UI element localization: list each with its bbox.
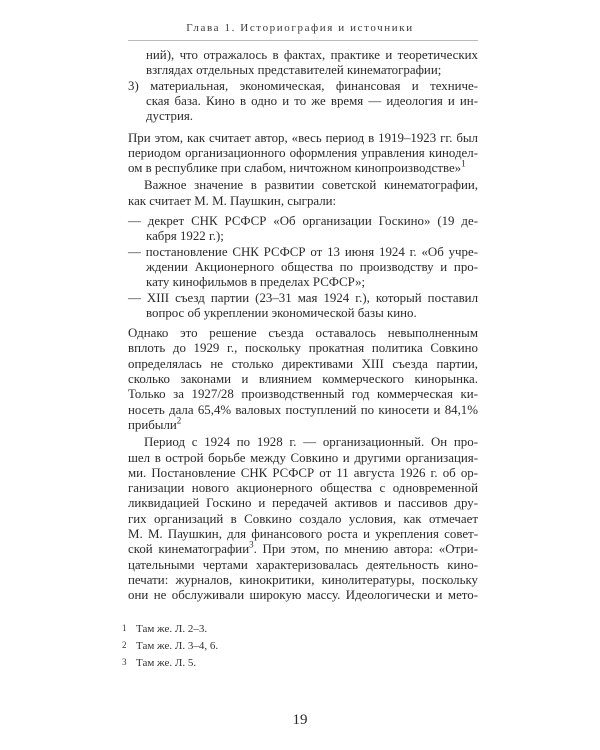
page-number: 19 <box>292 712 308 728</box>
text-line: определялась не столько директивами XIII съезда партии, <box>128 356 478 371</box>
text-line: ми. Постановление СНК РСФСР от 11 августа 1926 г. об ор- <box>128 465 478 480</box>
list-item-continuation: кабря 1922 г.); <box>146 229 224 244</box>
text-line: 3) материальная, экономическая, финансовая и техниче- <box>128 78 478 93</box>
text-line: При этом, как считает автор, «весь период в 1919–1923 гг. был <box>128 130 478 145</box>
running-header: Глава 1. Историография и источники <box>186 22 414 34</box>
text-line: Только за 1927/28 производственный год коммерческая ки- <box>128 387 478 402</box>
footnote-text: Там же. Л. 5. <box>136 656 197 669</box>
text-line: ликвидацией Госкино и передачей активов и пассивов дру- <box>128 496 478 511</box>
text-line: дустрия. <box>146 109 194 124</box>
text-line: носеть дала 65,4% валовых поступлений по киносети и 84,1% <box>128 402 478 417</box>
text-line: Однако это решение съезда оставалось невыполненным <box>128 326 478 341</box>
text-line: ская база. Кино в одно и то же время — идеология и ин- <box>146 93 478 108</box>
footnote <box>122 656 196 670</box>
list-item: — постановление СНК РСФСР от 13 июня 1924 г. «Об учре- <box>128 244 478 259</box>
footnote-number: 2 <box>122 639 127 650</box>
text-line: гих организаций в Совкино создало условия, как отмечает <box>128 511 478 526</box>
text-line: сколько законами и влиянием коммерческого кинорынка. <box>128 372 478 386</box>
list-item-continuation: ждении Акционерного общества по производству и про- <box>146 259 478 274</box>
footnote-number: 1 <box>122 622 127 633</box>
text-line: ганизации нового акционерного общества с одновременной <box>128 481 478 496</box>
footnote-ref: 1 <box>461 158 466 169</box>
text-line: взглядах отдельных представителей кинематографии; <box>146 63 442 78</box>
text-line <box>128 415 478 433</box>
header-rule <box>128 40 478 41</box>
text-line: Период с 1924 по 1928 г. — организационный. Он про- <box>144 435 478 450</box>
footnote-ref: 3 <box>249 540 254 550</box>
text-line <box>128 542 478 557</box>
text-line: печати: журналов, кинокритики, кинолитературы, поскольку <box>128 572 478 587</box>
text-line: цательными чертами характеризовалась деятельность кино- <box>128 557 478 572</box>
text-line <box>128 158 478 176</box>
text-line-segment: ом в республике при слабом, ничтожном кинопроизводстве» <box>128 161 462 176</box>
footnote-text: Там же. Л. 2–3. <box>136 622 208 635</box>
footnote-text: Там же. Л. 3–4, 6. <box>136 639 219 652</box>
footnote <box>122 639 218 653</box>
text-line: Важное значение в развитии советской кинематографии, <box>144 178 478 193</box>
footnote-number: 3 <box>122 656 127 667</box>
text-line: как считает М. М. Паушкин, сыграли: <box>128 193 337 208</box>
text-line: вплоть до 1929 г., поскольку прокатная политика Совкино <box>128 341 478 356</box>
text-line: шел в острой борьбе между Совкино и другими организация- <box>128 450 478 465</box>
list-item-continuation: вопрос об укреплении экономической базы кино. <box>146 305 417 320</box>
text-line-segment: . При этом, по мнению автора: «Отри- <box>253 542 478 557</box>
text-line: М. М. Паушкин, для финансового роста и укрепления совет- <box>128 527 478 541</box>
text-line: периодом организационного оформления управления кинодел- <box>128 145 478 160</box>
text-line: они не обслуживали широкую массу. Идеологически и мето- <box>128 588 478 603</box>
list-item: — XIII съезд партии (23–31 мая 1924 г.), который поставил <box>128 290 478 305</box>
footnote-ref: 2 <box>176 415 182 426</box>
text-line: ний), что отражалось в фактах, практике и теоретических <box>146 48 478 62</box>
text-line-segment: ской кинематографии <box>128 542 250 557</box>
list-item-continuation: кату кинофильмов в пределах РСФСР»; <box>146 275 366 290</box>
footnote <box>122 622 207 636</box>
text-line-segment: прибыли <box>128 417 177 432</box>
list-item: — декрет СНК РСФСР «Об организации Госкино» (19 де- <box>128 214 478 228</box>
